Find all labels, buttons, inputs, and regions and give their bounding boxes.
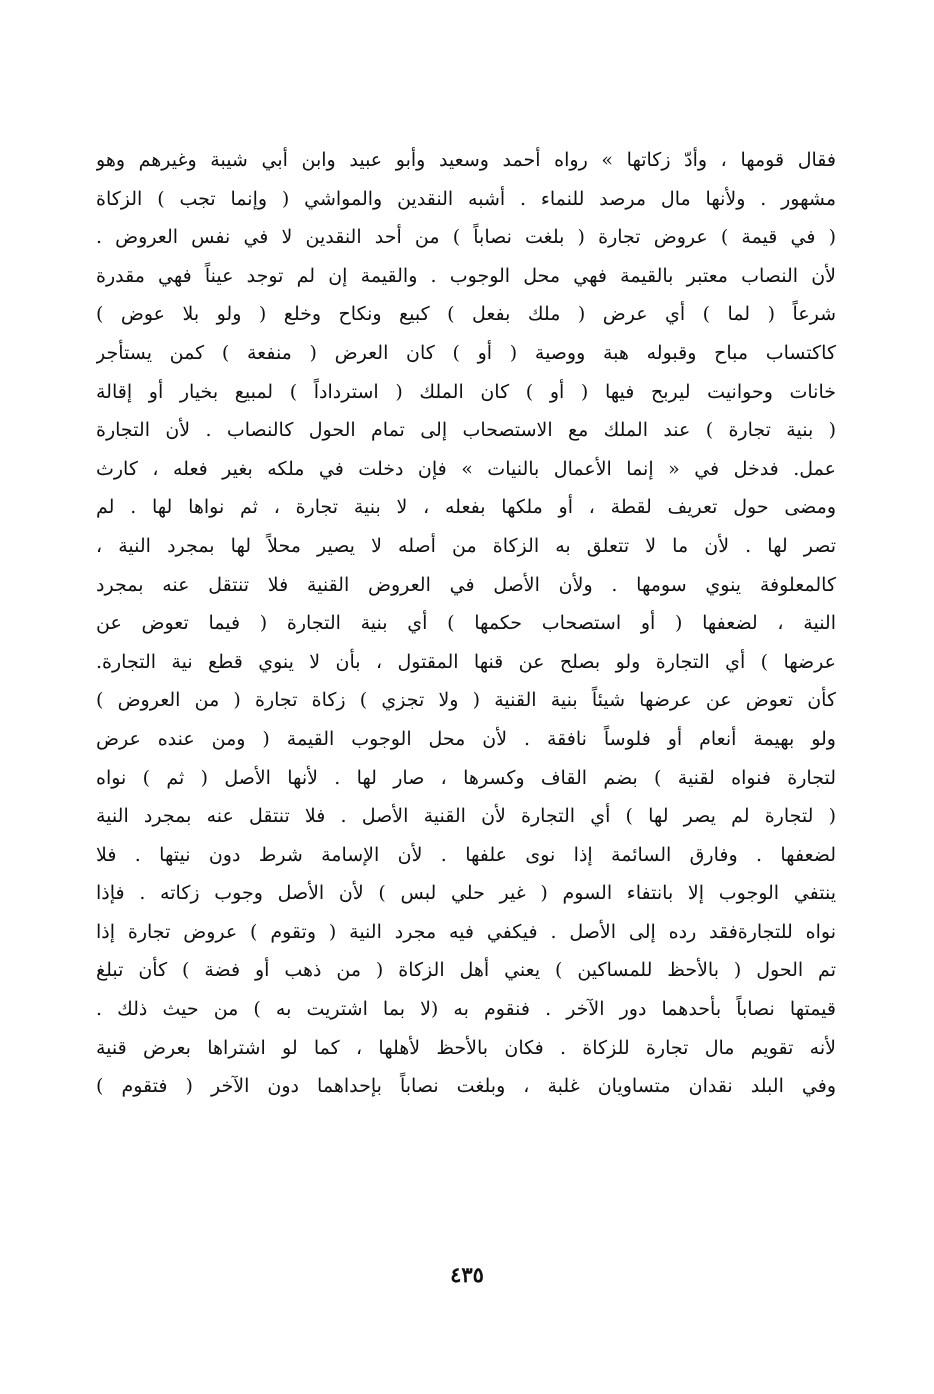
text-line: ينتفي الوجوب إلا بانتفاء السوم ( غير حلي لبس ) لأن الأصل وجوب زكاته . فإذا: [96, 882, 836, 905]
text-line: فقال قومها ، وأدّ زكاتها » رواه أحمد وسعيد وأبو عبيد وابن أبي شيبة وغيرهم وهو: [96, 149, 836, 171]
page-number: ٤٣٥: [450, 1262, 484, 1287]
text-line: ( لتجارة لم يصر لها ) أي التجارة لأن القنية الأصل . فلا تنتقل عنه بمجرد النية: [96, 805, 836, 828]
text-line: لضعفها . وفارق السائمة إذا نوى علفها . لأن الإسامة شرط دون نيتها . فلا: [96, 843, 836, 866]
text-line: لأن النصاب معتبر بالقيمة فهي محل الوجوب . والقيمة إن لم توجد عيناً فهي مقدرة: [96, 264, 836, 287]
text-line: لتجارة فنواه لقنية ) بضم القاف وكسرها ، صار لها . لأنها الأصل ( ثم ) نواه: [96, 766, 836, 789]
text-line: شرعاً ( لما ) أي عرض ( ملك بفعل ) كبيع ونكاح وخلع ( ولو بلا عوض ): [96, 303, 836, 326]
text-line: قيمتها نصاباً بأحدهما دور الآخر . فنقوم به (لا بما اشتريت به ) من حيث ذلك .: [96, 998, 836, 1021]
text-line: ولو بهيمة أنعام أو فلوساً نافقة . لأن محل الوجوب القيمة ( ومن عنده عرض: [96, 727, 836, 750]
text-line: النية ، لضعفها ( أو استصحاب حكمها ) أي بنية التجارة ( فيما تعوض عن: [96, 612, 836, 635]
text-line: كالمعلوفة ينوي سومها . ولأن الأصل في العروض القنية فلا تنتقل عنه بمجرد: [96, 573, 836, 596]
text-line: تم الحول ( بالأحظ للمساكين ) يعني أهل الزكاة ( من ذهب أو فضة ) كأن تبلغ: [96, 959, 836, 982]
text-line: عرضها ) أي التجارة ولو بصلح عن قنها المقتول ، بأن لا ينوي قطع نية التجارة.: [96, 650, 836, 673]
text-line: ومضى حول تعريف لقطة ، أو ملكها بفعله ، لا بنية تجارة ، ثم نواها لها . لم: [96, 496, 836, 519]
text-line: وفي البلد نقدان متساويان غلبة ، وبلغت نصاباً بإحداهما دون الآخر ( فتقوم ): [96, 1075, 836, 1098]
text-line: لأنه تقويم مال تجارة للزكاة . فكان بالأحظ لأهلها ، كما لو اشتراها بعرض قنية: [96, 1036, 836, 1059]
text-line: كاكتساب مباح وقبوله هبة ووصية ( أو ) كان العرض ( منفعة ) كمن يستأجر: [96, 341, 836, 364]
text-line: مشهور . ولأنها مال مرصد للنماء . أشبه النقدين والمواشي ( وإنما تجب ) الزكاة: [96, 187, 836, 210]
text-line: نواه للتجارةفقد رده إلى الأصل . فيكفي فيه مجرد النية ( وتقوم ) عروض تجارة إذا: [96, 920, 836, 943]
text-line: تصر لها . لأن ما لا تتعلق به الزكاة من أصله لا يصير محلاً لها بمجرد النية ،: [96, 534, 836, 557]
text-line: كأن تعوض عن عرضها شيئاً بنية القنية ( ولا تجزي ) زكاة تجارة ( من العروض ): [96, 689, 836, 712]
text-line: عمل. فدخل في « إنما الأعمال بالنيات » فإن دخلت في ملكه بغير فعله ، كارث: [96, 457, 836, 480]
text-line: ( في قيمة ) عروض تجارة ( بلغت نصاباً ) من أحد النقدين لا في نفس العروض .: [96, 226, 836, 249]
page-body-text: [96, 141, 836, 1106]
text-line: خانات وحوانيت ليربح فيها ( أو ) كان الملك ( استرداداً ) لمبيع بخيار أو إقالة: [96, 380, 836, 403]
text-line: ( بنية تجارة ) عند الملك مع الاستصحاب إلى تمام الحول كالنصاب . لأن التجارة: [96, 419, 836, 442]
